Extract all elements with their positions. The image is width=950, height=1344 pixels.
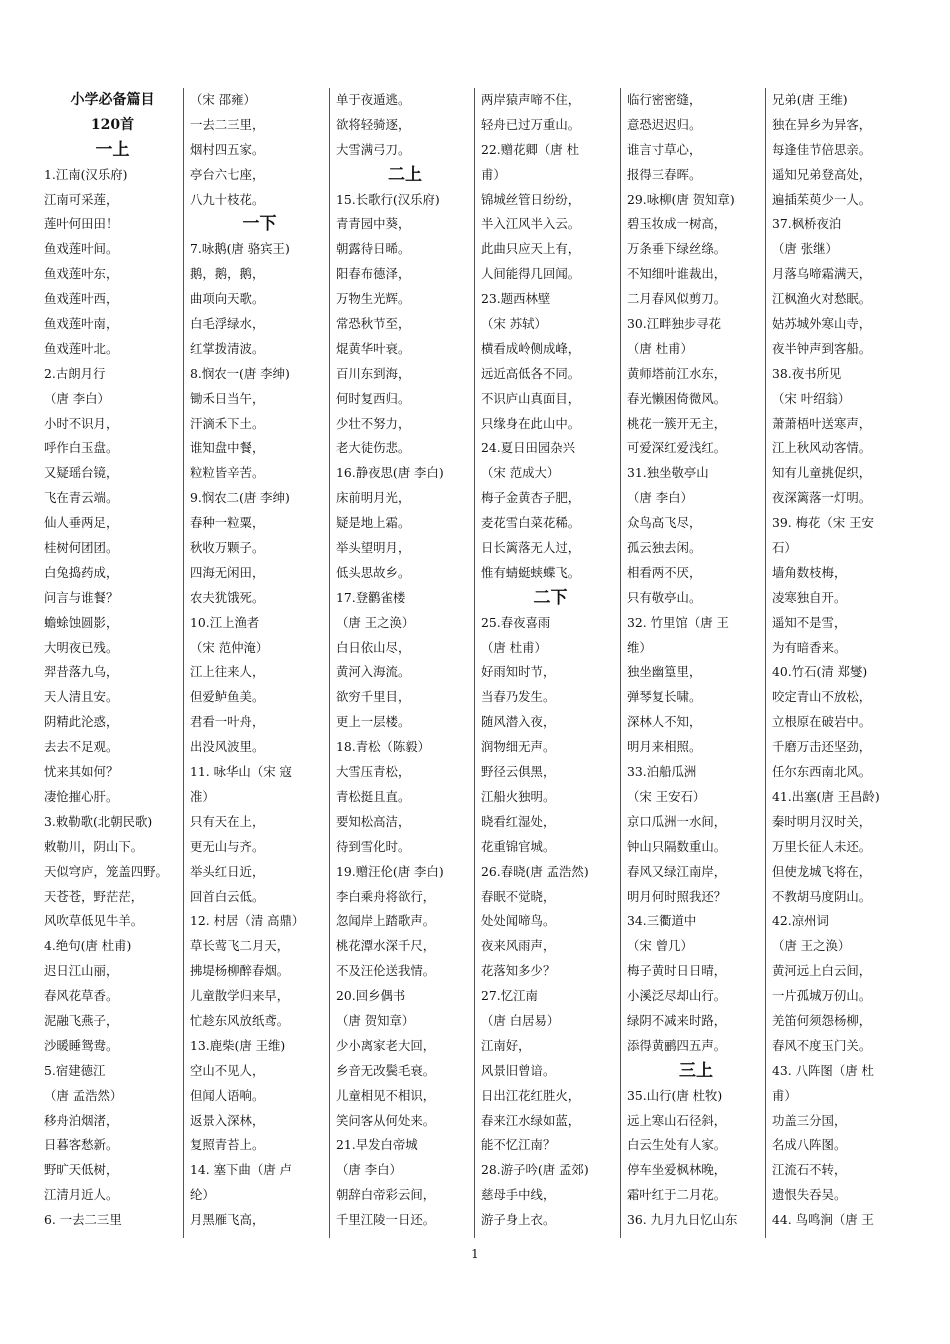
text-line: 独在异乡为异客， — [772, 116, 872, 132]
text-line: 忙趁东风放纸鸢。 — [190, 1012, 290, 1028]
text-line: 谁知盘中餐， — [190, 440, 265, 456]
text-line: 常恐秋节至， — [336, 316, 411, 332]
text-line: 秋收万颗子。 — [190, 540, 265, 556]
text-line: 羌笛何须怨杨柳， — [772, 1012, 872, 1028]
text-line: 粒粒皆辛苦。 — [190, 465, 265, 481]
text-line: 甫） — [481, 166, 506, 182]
text-line: 绿阴不减来时路， — [627, 1012, 727, 1028]
text-line: 千里江陵一日还。 — [336, 1212, 436, 1228]
text-line: 相看两不厌， — [627, 564, 702, 580]
text-line: 儿童相见不相识， — [336, 1087, 436, 1103]
text-line: 24.夏日田园杂兴 — [481, 440, 576, 456]
text-line: 八九十枝花。 — [190, 191, 265, 207]
text-line: 白毛浮绿水， — [190, 316, 265, 332]
text-line: 意恐迟迟归。 — [627, 116, 702, 132]
text-line: 日长篱落无人过， — [481, 540, 581, 556]
text-line: 少壮不努力， — [336, 415, 411, 431]
text-line: 忧来其如何？ — [44, 764, 119, 780]
text-line: 能不忆江南？ — [481, 1137, 556, 1153]
text-line: 停车坐爱枫林晚， — [627, 1162, 727, 1178]
text-line: 44. 鸟鸣涧（唐 王 — [772, 1212, 874, 1228]
text-line: 10.江上渔者 — [190, 614, 260, 630]
text-line: 谁言寸草心， — [627, 141, 702, 157]
column-1 — [38, 88, 181, 1238]
text-line: 13.鹿柴(唐 王维) — [190, 1037, 286, 1053]
text-line: 阴精此沦惑， — [44, 714, 119, 730]
column-6 — [765, 88, 918, 1238]
text-line: 朝露待日晞。 — [336, 241, 411, 257]
text-line: 二月春风似剪刀。 — [627, 291, 727, 307]
page-number: 1 — [471, 1247, 479, 1261]
text-line: （唐 孟浩然） — [44, 1087, 123, 1103]
text-line: 遍插茱萸少一人。 — [772, 191, 872, 207]
text-line: 大雪满弓刀。 — [336, 141, 411, 157]
text-line: 乡音无改鬓毛衰。 — [336, 1062, 436, 1078]
text-line: 朝辞白帝彩云间， — [336, 1187, 436, 1203]
text-line: 8.悯农一(唐 李绅) — [190, 365, 290, 381]
text-line: 知有儿童挑促织， — [772, 465, 872, 481]
text-line: 一去二三里， — [190, 116, 265, 132]
text-line: 每逢佳节倍思亲。 — [772, 141, 872, 157]
section-heading: 三上 — [679, 1060, 713, 1081]
text-line: 君看一叶舟， — [190, 714, 265, 730]
text-line: 横看成岭侧成峰， — [481, 340, 581, 356]
text-line: 复照青苔上。 — [190, 1137, 265, 1153]
text-line: 桃花潭水深千尺， — [336, 938, 436, 954]
text-line: 不知细叶谁裁出， — [627, 266, 727, 282]
text-line: 处处闻啼鸟。 — [481, 913, 556, 929]
text-line: 花重锦官城。 — [481, 838, 556, 854]
text-line: 天似穹庐，笼盖四野。 — [44, 863, 168, 879]
text-line: 江枫渔火对愁眠。 — [772, 291, 872, 307]
text-line: 惟有蜻蜓蛱蝶飞。 — [481, 564, 581, 580]
text-line: 26.春晓(唐 孟浩然) — [481, 863, 589, 879]
text-line: 纶） — [190, 1187, 215, 1203]
text-line: 38.夜书所见 — [772, 365, 842, 381]
text-line: 夜半钟声到客船。 — [772, 340, 872, 356]
text-line: 春眠不觉晓， — [481, 888, 556, 904]
text-line: 春风不度玉门关。 — [772, 1037, 872, 1053]
text-line: 1.江南(汉乐府) — [44, 166, 128, 182]
text-line: 随风潜入夜， — [481, 714, 556, 730]
text-line: 又疑瑶台镜， — [44, 465, 119, 481]
text-line: 儿童散学归来早， — [190, 988, 290, 1004]
text-line: 忽闻岸上踏歌声。 — [336, 913, 436, 929]
text-line: 百川东到海， — [336, 365, 411, 381]
text-line: 明月来相照。 — [627, 739, 702, 755]
text-line: 呼作白玉盘。 — [44, 440, 119, 456]
text-line: 只缘身在此山中。 — [481, 415, 581, 431]
text-line: 22.赠花卿（唐 杜 — [481, 141, 579, 157]
text-line: 14. 塞下曲（唐 卢 — [190, 1162, 292, 1178]
text-line: 11. 咏华山（宋 寇 — [190, 764, 292, 780]
text-line: 28.游子吟(唐 孟郊) — [481, 1162, 589, 1178]
text-line: 青青园中葵， — [336, 216, 411, 232]
text-line: 任尔东西南北风。 — [772, 764, 872, 780]
text-line: 举头望明月， — [336, 540, 411, 556]
text-line: 晓看红湿处， — [481, 813, 556, 829]
text-line: 墙角数枝梅， — [772, 564, 847, 580]
column-5 — [620, 88, 765, 1238]
text-line: 夜深篱落一灯明。 — [772, 490, 872, 506]
text-line: 大雪压青松， — [336, 764, 411, 780]
text-line: 江南可采莲， — [44, 191, 119, 207]
text-line: 29.咏柳(唐 贺知章) — [627, 191, 735, 207]
text-line: 夜来风雨声， — [481, 938, 556, 954]
text-line: 姑苏城外寒山寺， — [772, 316, 872, 332]
text-line: 钟山只隔数重山。 — [627, 838, 727, 854]
text-line: 老大徒伤悲。 — [336, 440, 411, 456]
text-line: 问言与谁餐？ — [44, 589, 119, 605]
text-line: （唐 白居易） — [481, 1012, 560, 1028]
text-line: 万里长征人未还。 — [772, 838, 872, 854]
text-line: 石） — [772, 540, 797, 556]
text-line: 江上往来人， — [190, 664, 265, 680]
text-line: 19.赠汪伦(唐 李白) — [336, 863, 444, 879]
text-line: （唐 王之涣） — [772, 938, 851, 954]
text-line: 黄河远上白云间， — [772, 963, 872, 979]
text-line: 6. 一去二三里 — [44, 1212, 122, 1228]
text-line: 疑是地上霜。 — [336, 515, 411, 531]
text-line: 碧玉妆成一树高， — [627, 216, 727, 232]
text-line: 黄师塔前江水东， — [627, 365, 727, 381]
text-line: （宋 范成大） — [481, 465, 560, 481]
text-line: （唐 贺知章） — [336, 1012, 415, 1028]
text-line: 40.竹石(清 郑燮) — [772, 664, 868, 680]
text-line: 曲项向天歌。 — [190, 291, 265, 307]
column-4 — [474, 88, 620, 1238]
text-line: 不识庐山真面目， — [481, 390, 581, 406]
section-heading: 二下 — [533, 587, 568, 608]
text-line: 41.出塞(唐 王昌龄) — [772, 788, 880, 804]
text-line: 举头红日近， — [190, 863, 265, 879]
text-line: 远上寒山石径斜， — [627, 1112, 727, 1128]
text-line: 一片孤城万仞山。 — [772, 988, 872, 1004]
text-line: 笑问客从何处来。 — [336, 1112, 436, 1128]
text-line: 更无山与齐。 — [190, 838, 265, 854]
text-line: （宋 王安石） — [627, 788, 706, 804]
text-line: 但闻人语响。 — [190, 1087, 265, 1103]
text-line: 只有天在上， — [190, 813, 265, 829]
text-line: 烟村四五家。 — [190, 141, 265, 157]
text-line: 17.登鹳雀楼 — [336, 589, 406, 605]
text-line: （唐 张继） — [772, 241, 838, 257]
text-line: 万物生光辉。 — [336, 291, 411, 307]
text-line: 小溪泛尽却山行。 — [627, 988, 727, 1004]
text-line: 但爱鲈鱼美。 — [190, 689, 265, 705]
text-line: 出没风波里。 — [190, 739, 265, 755]
text-line: （宋 叶绍翁） — [772, 390, 851, 406]
text-line: 飞在青云端。 — [44, 490, 119, 506]
text-line: 汗滴禾下土。 — [190, 415, 265, 431]
text-line: 梅子金黄杏子肥， — [481, 490, 581, 506]
text-line: 鱼戏莲叶西， — [44, 291, 119, 307]
text-line: 为有暗香来。 — [772, 639, 847, 655]
text-line: 大明夜已残。 — [44, 639, 119, 655]
text-line: 43. 八阵图（唐 杜 — [772, 1062, 874, 1078]
text-line: 游子身上衣。 — [481, 1212, 556, 1228]
text-line: 5.宿建德江 — [44, 1062, 106, 1078]
text-line: 白日依山尽， — [336, 639, 411, 655]
text-line: 回首白云低。 — [190, 888, 265, 904]
text-line: （宋 范仲淹） — [190, 639, 269, 655]
text-line: 风景旧曾谙。 — [481, 1062, 556, 1078]
section-heading: 二上 — [388, 164, 422, 185]
text-line: 少小离家老大回， — [336, 1037, 436, 1053]
text-line: 花落知多少？ — [481, 963, 556, 979]
text-line: 2.古朗月行 — [44, 365, 106, 381]
text-line: 日出江花红胜火， — [481, 1087, 581, 1103]
text-line: 孤云独去闲。 — [627, 540, 702, 556]
text-line: 功盖三分国， — [772, 1112, 847, 1128]
text-line: 两岸猿声啼不住， — [481, 92, 581, 107]
text-line: 梅子黄时日日晴， — [627, 963, 727, 979]
text-line: 万条垂下绿丝绦。 — [627, 241, 727, 257]
text-line: 可爱深红爱浅红。 — [627, 440, 727, 456]
text-line: （唐 李白） — [44, 390, 110, 406]
text-line: 草长莺飞二月天， — [190, 938, 290, 954]
text-line: （唐 杜甫） — [627, 340, 693, 356]
text-line: 黄河入海流。 — [336, 664, 411, 680]
text-line: 15.长歌行(汉乐府) — [336, 191, 440, 207]
text-line: 轻舟已过万重山。 — [481, 116, 581, 132]
text-line: 鱼戏莲叶北。 — [44, 340, 119, 356]
text-line: 江南好， — [481, 1037, 531, 1053]
text-line: 但使龙城飞将在， — [772, 863, 872, 879]
text-line: 20.回乡偶书 — [336, 988, 406, 1004]
text-line: 远近高低各不同。 — [481, 365, 581, 381]
text-line: 添得黄鹂四五声。 — [627, 1037, 727, 1053]
document-title: 小学必备篇目 — [70, 92, 155, 108]
text-line: 咬定青山不放松， — [772, 689, 872, 705]
text-line: 准） — [190, 788, 215, 804]
text-line: 风吹草低见牛羊。 — [44, 913, 144, 929]
text-line: 要知松高洁， — [336, 813, 411, 829]
text-line: 37.枫桥夜泊 — [772, 216, 842, 232]
text-line: 霜叶红于二月花。 — [627, 1187, 727, 1203]
text-line: 甫） — [772, 1087, 797, 1103]
text-line: 34.三衢道中 — [627, 913, 697, 929]
text-line: 明月何时照我还？ — [627, 888, 727, 904]
text-line: 鱼戏莲叶东， — [44, 266, 119, 282]
text-line: 江船火独明。 — [481, 788, 556, 804]
text-line: 12. 村居（清 高鼎） — [190, 913, 305, 929]
text-line: 羿昔落九乌， — [44, 664, 119, 680]
text-line: 人间能得几回闻。 — [481, 266, 581, 282]
text-line: 维） — [627, 639, 652, 655]
text-line: 日暮客愁新。 — [44, 1137, 119, 1153]
text-line: 当春乃发生。 — [481, 689, 556, 705]
text-line: 阳春布德泽， — [336, 266, 411, 282]
text-line: 36. 九月九日忆山东 — [627, 1212, 738, 1228]
section-heading: 一下 — [242, 214, 277, 235]
document-title: 120首 — [90, 116, 135, 133]
text-line: 弹琴复长啸。 — [627, 689, 702, 705]
text-line: 空山不见人， — [190, 1062, 265, 1078]
text-line: 返景入深林， — [190, 1112, 265, 1128]
text-line: （唐 杜甫） — [481, 639, 547, 655]
text-line: 白兔捣药成， — [44, 564, 119, 580]
column-2 — [183, 88, 329, 1238]
text-line: 锦城丝管日纷纷， — [481, 191, 581, 207]
text-line: 桃花一簇开无主， — [627, 415, 727, 431]
text-line: 李白乘舟将欲行， — [336, 888, 436, 904]
text-line: （唐 李白） — [627, 490, 693, 506]
text-line: 江流石不转， — [772, 1162, 847, 1178]
text-line: 春风又绿江南岸， — [627, 863, 727, 879]
text-line: 欲穷千里目， — [336, 689, 411, 705]
text-line: 润物细无声。 — [481, 739, 556, 755]
text-line: 低头思故乡。 — [336, 564, 411, 580]
text-line: 床前明月光， — [336, 490, 411, 506]
text-line: 18.青松（陈毅） — [336, 739, 431, 755]
text-line: 32. 竹里馆（唐 王 — [627, 614, 729, 630]
text-line: 只有敬亭山。 — [627, 589, 702, 605]
text-line: 30.江畔独步寻花 — [627, 316, 722, 332]
text-line: 小时不识月， — [44, 415, 119, 431]
text-line: 更上一层楼。 — [336, 714, 411, 730]
text-line: 兄弟(唐 王维) — [772, 92, 848, 107]
text-line: 农夫犹饿死。 — [190, 589, 265, 605]
text-line: 25.春夜喜雨 — [481, 614, 551, 630]
text-line: 天苍苍，野茫茫， — [44, 888, 144, 904]
text-line: 江上秋风动客情。 — [772, 440, 872, 456]
text-line: 23.题西林壁 — [481, 291, 551, 307]
text-line: 7.咏鹅(唐 骆宾王) — [190, 241, 290, 257]
text-line: 桂树何团团。 — [44, 540, 119, 556]
text-line: 35.山行(唐 杜牧) — [627, 1087, 723, 1103]
text-line: 深林人不知， — [627, 714, 702, 730]
text-line: 青松挺且直。 — [336, 788, 411, 804]
section-heading: 一上 — [95, 139, 130, 160]
text-line: 半入江风半入云。 — [481, 216, 581, 232]
text-line: 临行密密缝， — [627, 92, 702, 107]
text-line: 春光懒困倚微风。 — [627, 390, 727, 406]
text-line: 迟日江山丽， — [44, 963, 119, 979]
text-line: 春风花草香。 — [44, 988, 119, 1004]
text-line: 月落乌啼霜满天， — [772, 266, 872, 282]
text-line: 众鸟高飞尽， — [627, 515, 702, 531]
text-line: 独坐幽篁里， — [627, 664, 702, 680]
text-line: 慈母手中线， — [481, 1187, 556, 1203]
text-line: 39. 梅花（宋 王安 — [772, 515, 874, 531]
text-line: （宋 苏轼） — [481, 316, 547, 332]
text-line: 何时复西归。 — [336, 390, 411, 406]
text-line: 春种一粒粟， — [190, 515, 265, 531]
text-line: 春来江水绿如蓝， — [481, 1112, 581, 1128]
text-line: 不教胡马度阴山。 — [772, 888, 872, 904]
text-line: 单于夜遁逃。 — [336, 92, 411, 107]
text-line: 江清月近人。 — [44, 1187, 119, 1203]
text-line: 拂堤杨柳醉春烟。 — [190, 963, 290, 979]
text-line: 凌寒独自开。 — [772, 589, 847, 605]
text-line: 莲叶何田田！ — [44, 216, 119, 232]
text-line: 好雨知时节， — [481, 664, 556, 680]
text-line: 焜黄华叶衰。 — [336, 340, 411, 356]
text-line: 16.静夜思(唐 李白) — [336, 465, 444, 481]
text-line: 泥融飞燕子， — [44, 1012, 119, 1028]
text-line: 沙暖睡鸳鸯。 — [44, 1037, 119, 1053]
text-line: 野径云俱黑， — [481, 764, 556, 780]
text-line: 锄禾日当午， — [190, 390, 265, 406]
text-line: 萧萧梧叶送寒声， — [772, 415, 872, 431]
text-line: 麦花雪白菜花稀。 — [481, 515, 581, 531]
text-line: 报得三春晖。 — [627, 166, 702, 182]
text-line: 4.绝句(唐 杜甫) — [44, 938, 132, 954]
text-line: （唐 王之涣） — [336, 614, 415, 630]
text-line: 去去不足观。 — [44, 739, 119, 755]
text-line: 33.泊船瓜洲 — [627, 764, 697, 780]
text-line: 立根原在破岩中。 — [772, 714, 872, 730]
text-line: 遥知不是雪， — [772, 614, 847, 630]
text-line: 鱼戏莲叶南， — [44, 316, 119, 332]
text-line: 千磨万击还坚劲， — [772, 739, 872, 755]
text-line: 仙人垂两足， — [44, 515, 119, 531]
text-line: 四海无闲田， — [190, 564, 265, 580]
text-line: 9.悯农二(唐 李绅) — [190, 490, 290, 506]
text-line: 遗恨失吞吴。 — [772, 1187, 847, 1203]
text-line: 移舟泊烟渚， — [44, 1112, 119, 1128]
text-line: 天人清且安。 — [44, 689, 119, 705]
text-line: 遥知兄弟登高处， — [772, 166, 872, 182]
text-line: 鱼戏莲叶间。 — [44, 241, 119, 257]
text-line: 鹅，鹅，鹅， — [190, 266, 265, 282]
text-line: 蟾蜍蚀圆影， — [44, 614, 119, 630]
text-line: 野旷天低树， — [44, 1162, 119, 1178]
text-line: 亭台六七座， — [190, 166, 265, 182]
text-line: 42.凉州词 — [772, 913, 829, 929]
text-line: 31.独坐敬亭山 — [627, 465, 709, 481]
text-line: 3.敕勒歌(北朝民歌) — [44, 813, 153, 829]
text-line: 欲将轻骑逐， — [336, 116, 411, 132]
text-line: 白云生处有人家。 — [627, 1137, 727, 1153]
document-page — [38, 88, 918, 1240]
text-line: （唐 李白） — [336, 1162, 402, 1178]
text-line: 待到雪化时。 — [336, 838, 411, 854]
text-line: 红掌拨清波。 — [190, 340, 265, 356]
text-line: 月黑雁飞高， — [190, 1212, 265, 1228]
text-line: （宋 曾几） — [627, 938, 693, 954]
text-line: 此曲只应天上有， — [481, 241, 581, 257]
text-line: 27.忆江南 — [481, 988, 538, 1004]
text-line: 京口瓜洲一水间， — [627, 813, 727, 829]
text-line: 名成八阵图。 — [772, 1137, 847, 1153]
text-line: 敕勒川，阴山下。 — [44, 838, 144, 854]
text-line: 凄怆摧心肝。 — [44, 788, 119, 804]
text-line: 不及汪伦送我情。 — [336, 963, 436, 979]
text-line: （宋 邵雍） — [190, 92, 256, 107]
text-line: 21.早发白帝城 — [336, 1137, 418, 1153]
column-3 — [329, 88, 474, 1238]
text-line: 秦时明月汉时关， — [772, 813, 872, 829]
